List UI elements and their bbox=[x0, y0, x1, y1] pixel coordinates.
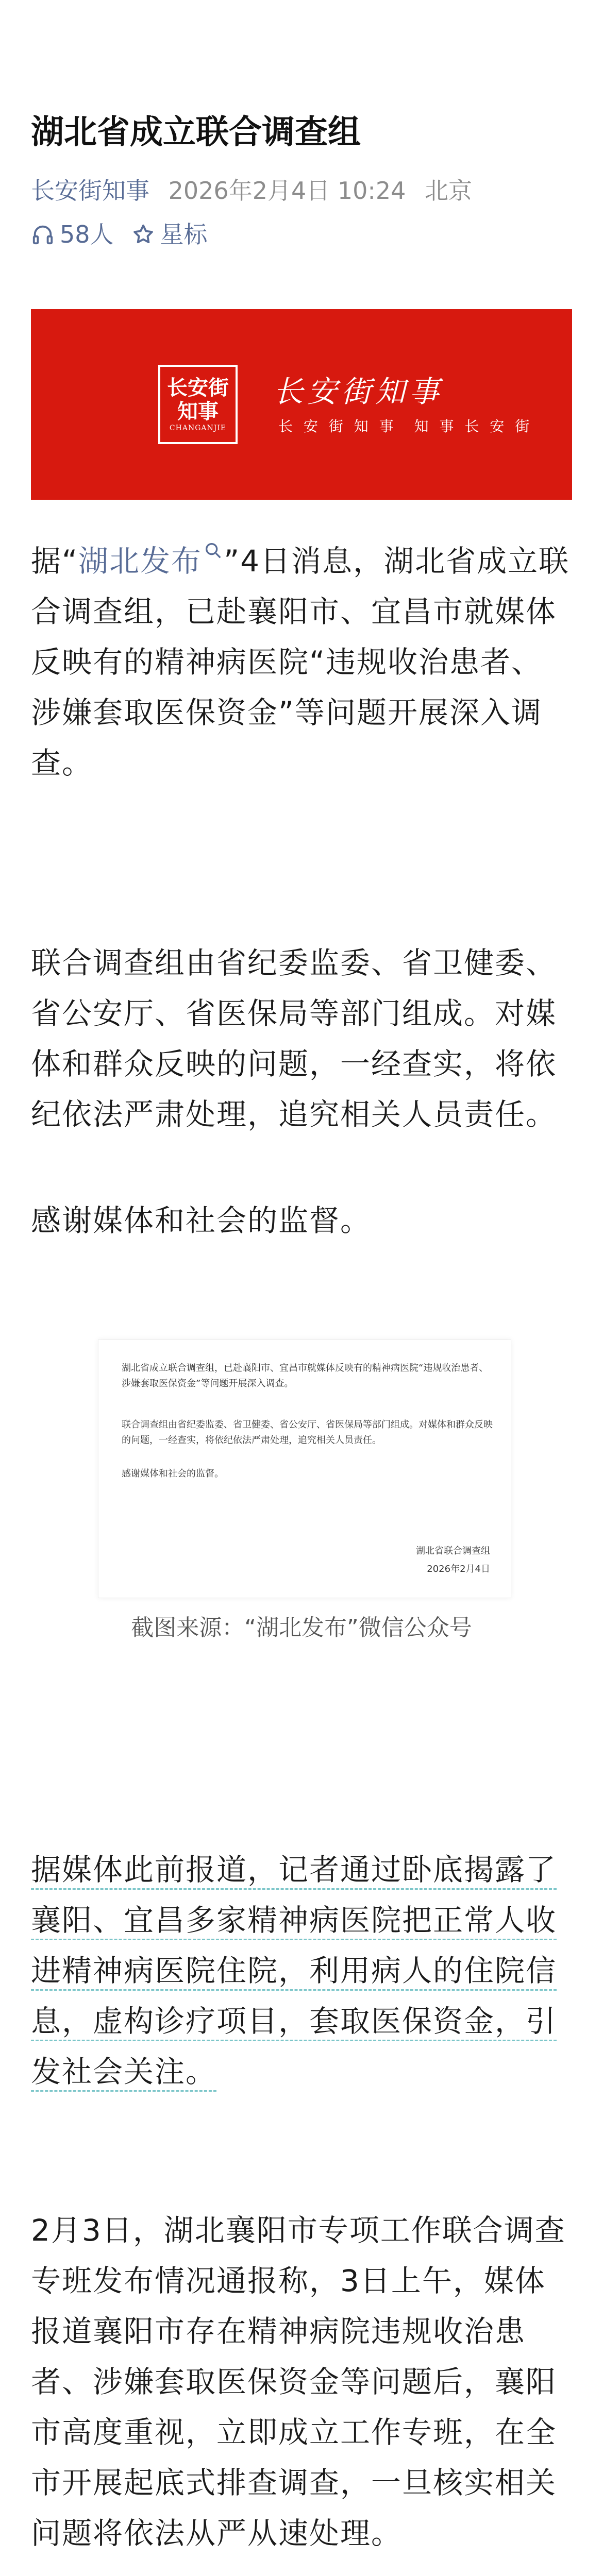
listen-count[interactable] bbox=[31, 219, 114, 250]
star-icon bbox=[131, 223, 155, 246]
logo-line3: CHANGANJIE bbox=[169, 424, 227, 432]
listen-count-value: 58人 bbox=[60, 221, 114, 248]
article-title: 湖北省成立联合调查组 bbox=[31, 113, 361, 151]
headphone-icon bbox=[31, 223, 55, 246]
star-label: 星标 bbox=[160, 221, 208, 248]
article-stats bbox=[31, 219, 225, 250]
banner-brand: 长安街知事 bbox=[273, 374, 444, 409]
article-meta bbox=[31, 175, 572, 206]
star-button[interactable] bbox=[131, 219, 208, 250]
paragraph-1 bbox=[31, 536, 572, 788]
hubei-fabu-link-text: 湖北发布 bbox=[78, 544, 203, 579]
account-name[interactable]: 长安街知事 bbox=[31, 177, 149, 205]
paragraph-1-prefix: 据“ bbox=[31, 544, 79, 579]
paragraph-3: 感谢媒体和社会的监督。 bbox=[31, 1203, 372, 1238]
paragraph-1-rest: ”4日消息，湖北省成立联合调查组，已赴襄阳市、宜昌市就媒体反映有的精神病医院“违规收治患者、涉嫌套取医保资金”等问题开展深入调查。 bbox=[31, 544, 570, 781]
image-caption: 截图来源：“湖北发布”微信公众号 bbox=[131, 1615, 472, 1641]
screenshot-paragraph-2: 联合调查组由省纪委监委、省卫健委、省公安厅、省医保局等部门组成。对媒体和群众反映的问题，一经查实，将依纪依法严肃处理，追究相关人员责任。 bbox=[122, 1419, 493, 1446]
logo-line2: 知事 bbox=[177, 399, 219, 423]
screenshot-paragraph-3: 感谢媒体和社会的监督。 bbox=[122, 1468, 224, 1479]
banner-slogan: 长 安 街 知 事 知 事 长 安 街 bbox=[278, 418, 533, 435]
screenshot-date: 2026年2月4日 bbox=[427, 1564, 490, 1574]
publish-location: 北京 bbox=[425, 177, 473, 205]
paragraph-2: 联合调查组由省纪委监委、省卫健委、省公安厅、省医保局等部门组成。对媒体和群众反映的问题，一经查实，将依纪依法严肃处理，追究相关人员责任。 bbox=[31, 945, 557, 1132]
screenshot-paragraph-1: 湖北省成立联合调查组，已赴襄阳市、宜昌市就媒体反映有的精神病医院“违规收治患者、涉嫌套取医保资金”等问题开展深入调查。 bbox=[122, 1363, 489, 1389]
search-icon bbox=[203, 540, 224, 561]
announcement-screenshot[interactable] bbox=[98, 1340, 511, 1598]
publish-time: 2026年2月4日 10:24 bbox=[168, 177, 406, 205]
logo-line1: 长安街 bbox=[167, 376, 229, 400]
screenshot-signature: 湖北省联合调查组 bbox=[416, 1546, 490, 1556]
account-banner bbox=[31, 309, 572, 500]
account-logo bbox=[158, 365, 238, 444]
paragraph-5: 2月3日，湖北襄阳市专项工作联合调查专班发布情况通报称，3日上午，媒体报道襄阳市存在精神病院违规收治患者、涉嫌套取医保资金等问题后，襄阳市高度重视，立即成立工作专班，在全市开展起底式排查调查，一旦核实相关问题将依法从严从速处理。 bbox=[31, 2213, 566, 2551]
paragraph-4: 据媒体此前报道，记者通过卧底揭露了襄阳、宜昌多家精神病医院把正常人收进精神病医院住院，利用病人的住院信息，虚构诊疗项目，套取医保资金，引发社会关注。 bbox=[31, 1852, 557, 2089]
hubei-fabu-link[interactable] bbox=[78, 544, 224, 579]
